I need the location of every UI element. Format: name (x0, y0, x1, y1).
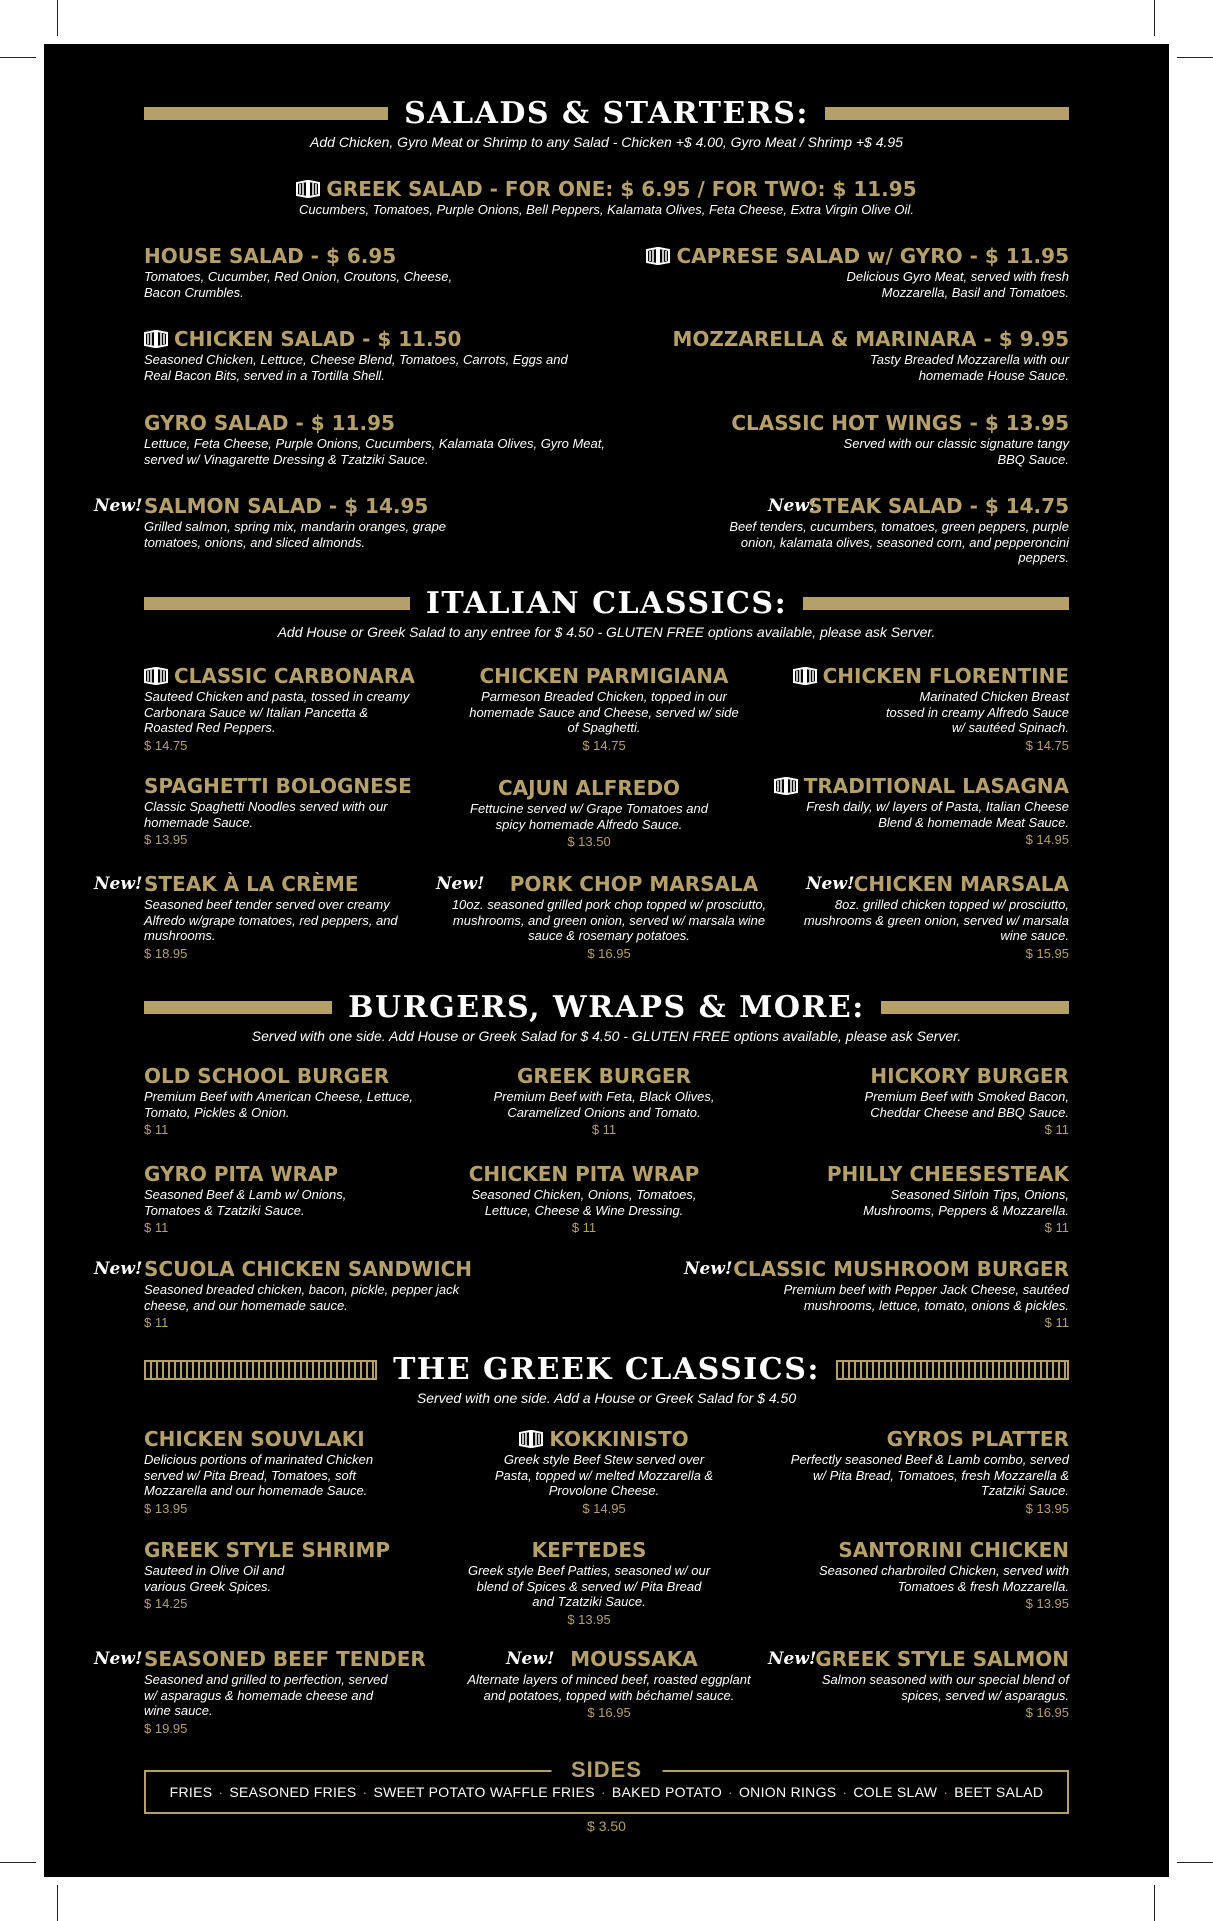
header-rule (144, 107, 388, 120)
side-item: SWEET POTATO WAFFLE FRIES (373, 1784, 595, 1800)
header-rule (144, 597, 410, 610)
menu-item-keftedes (439, 1538, 739, 1627)
item-description: Premium Beef with Smoked Bacon, Cheddar Cheese and BBQ Sauce. (864, 1089, 1069, 1120)
salads-note: Add Chicken, Gyro Meat or Shrimp to any Salad - Chicken +$ 4.00, Gyro Meat / Shrimp +$ 4.95 (310, 134, 903, 150)
new-badge: New! (506, 1649, 555, 1669)
menu-item-chicken-marsala (769, 872, 1069, 961)
menu-item-mozzarella-marinara (669, 327, 1069, 383)
menu-item-lasagna (749, 774, 1069, 847)
item-description: Seasoned Beef & Lamb w/ Onions, Tomatoes & Tzatziki Sauce. (144, 1187, 347, 1218)
side-item: SEASONED FRIES (229, 1784, 357, 1800)
item-description: 10oz. seasoned grilled pork chop topped w/ prosciutto, mushrooms, and green onion, served w/ marsala wine sauce & rosemary potatoes. (451, 897, 767, 943)
item-title: CHICKEN SALAD - $ 11.50 (174, 327, 462, 351)
item-title: HICKORY BURGER (870, 1064, 1069, 1088)
item-description: Parmeson Breaded Chicken, topped in our homemade Sauce and Cheese, served w/ side of Spaghetti. (469, 689, 739, 735)
menu-item-greek-shrimp (144, 1538, 444, 1611)
item-title: SPAGHETTI BOLOGNESE (144, 774, 412, 798)
item-price: $ 19.95 (144, 1720, 188, 1736)
side-item: BAKED POTATO (611, 1784, 723, 1800)
menu-item-scuola-sandwich (144, 1257, 544, 1330)
menu-item-chicken-pita-wrap (434, 1162, 734, 1235)
item-title: SALMON SALAD - $ 14.95 (144, 494, 429, 518)
crop-mark (0, 1862, 36, 1863)
item-price: $ 16.95 (1025, 1705, 1069, 1720)
item-price: $ 13.95 (144, 1500, 188, 1516)
item-title: CAJUN ALFREDO (497, 776, 681, 800)
item-title: GREEK STYLE SALMON (815, 1647, 1069, 1671)
item-description: Premium Beef with Feta, Black Olives, Caramelized Onions and Tomato. (493, 1089, 715, 1120)
menu-item-house-salad (144, 244, 574, 300)
open-book-icon (144, 667, 168, 685)
menu-item-florentine (769, 664, 1069, 753)
burgers-header (144, 990, 1069, 1025)
item-price: $ 13.50 (567, 834, 611, 849)
item-price: $ 18.95 (144, 945, 188, 961)
item-title: HOUSE SALAD - $ 6.95 (144, 244, 397, 268)
crop-mark (1177, 1862, 1213, 1863)
menu-item-bolognese (144, 774, 444, 847)
item-title: KOKKINISTO (549, 1427, 689, 1451)
item-description: Alternate layers of minced beef, roasted eggplant and potatoes, topped with béchamel sauce. (467, 1672, 751, 1703)
item-price: $ 13.95 (1025, 1500, 1069, 1516)
menu-item-moussaka (459, 1647, 759, 1720)
item-title: STEAK À LA CRÈME (144, 872, 359, 896)
greek-note: Served with one side. Add a House or Greek Salad for $ 4.50 (416, 1390, 797, 1406)
menu-item-philly-cheesesteak (769, 1162, 1069, 1235)
menu-item-souvlaki (144, 1427, 444, 1516)
burgers-heading: BURGERS, WRAPS & MORE: (348, 990, 865, 1025)
item-price: $ 11 (144, 1122, 169, 1137)
salads-header (144, 96, 1069, 131)
italian-heading: ITALIAN CLASSICS: (425, 586, 788, 621)
item-description: Sauteed Chicken and pasta, tossed in creamy Carbonara Sauce w/ Italian Pancetta & Roasted Red Peppers. (144, 689, 410, 735)
menu-item-hot-wings (709, 411, 1069, 467)
new-badge: New! (768, 496, 817, 516)
item-price: $ 14.95 (582, 1500, 626, 1516)
sides-box (144, 1757, 1069, 1834)
item-title: GREEK SALAD - FOR ONE: $ 6.95 / FOR TWO: $ 11.95 (326, 177, 917, 201)
item-description: Seasoned Chicken, Lettuce, Cheese Blend, Tomatoes, Carrots, Eggs and Real Bacon Bits, served in a Tortilla Shell. (144, 352, 568, 383)
menu-item-cajun-alfredo (424, 776, 754, 849)
header-rule (881, 1001, 1069, 1014)
item-title: OLD SCHOOL BURGER (144, 1064, 390, 1088)
item-title: SEASONED BEEF TENDER (144, 1647, 426, 1671)
open-book-icon (646, 247, 670, 265)
menu-item-gyros-platter (769, 1427, 1069, 1516)
header-rule (825, 107, 1069, 120)
item-title: CLASSIC HOT WINGS - $ 13.95 (731, 411, 1069, 435)
open-book-icon (144, 330, 168, 348)
sides-price: $ 3.50 (573, 1818, 640, 1834)
item-title: GYROS PLATTER (886, 1427, 1069, 1451)
header-rule (803, 597, 1069, 610)
item-price: $ 14.75 (582, 737, 626, 753)
item-title: CLASSIC MUSHROOM BURGER (733, 1257, 1069, 1281)
item-title: CHICKEN FLORENTINE (822, 664, 1069, 688)
item-price: $ 16.95 (587, 1705, 631, 1720)
italian-header (144, 586, 1069, 621)
side-item: BEET SALAD (954, 1784, 1044, 1800)
item-description: Sauteed in Olive Oil and various Greek Spices. (144, 1563, 285, 1594)
open-book-icon (793, 667, 817, 685)
side-item: FRIES (169, 1784, 213, 1800)
menu-item-steak-creme (144, 872, 444, 961)
greek-header (144, 1352, 1069, 1387)
item-price: $ 11 (1044, 1220, 1069, 1235)
item-price: $ 11 (144, 1315, 169, 1330)
sides-heading: SIDES (551, 1757, 662, 1783)
item-description: Lettuce, Feta Cheese, Purple Onions, Cucumbers, Kalamata Olives, Gyro Meat, served w/ Vinagarette Dressing & Tzatziki Sauce. (144, 436, 605, 467)
item-price: $ 11 (591, 1122, 617, 1137)
item-title: TRADITIONAL LASAGNA (803, 774, 1069, 798)
menu-item-carbonara (144, 664, 444, 753)
crop-mark (0, 57, 36, 58)
item-title: CHICKEN SOUVLAKI (144, 1427, 365, 1451)
item-description: Premium beef with Pepper Jack Cheese, sautéed mushrooms, lettuce, tomato, onions & pickles. (783, 1282, 1069, 1313)
new-badge: New! (94, 1259, 143, 1279)
menu-item-chicken-salad (144, 327, 604, 383)
item-title: MOUSSAKA (570, 1647, 698, 1671)
item-title: GYRO PITA WRAP (144, 1162, 339, 1186)
italian-note: Add House or Greek Salad to any entree for $ 4.50 - GLUTEN FREE options available, please ask Server. (277, 624, 936, 640)
item-price: $ 14.25 (144, 1596, 188, 1611)
new-badge: New! (94, 496, 143, 516)
menu-item-greek-salmon (769, 1647, 1069, 1720)
item-description: Fresh daily, w/ layers of Pasta, Italian Cheese Blend & homemade Meat Sauce. (806, 799, 1069, 830)
item-description: Beef tenders, cucumbers, tomatoes, green peppers, purple onion, kalamata olives, seasoned corn, and pepperoncini peppers. (729, 519, 1069, 565)
menu-page (44, 44, 1169, 1877)
item-description: Seasoned Chicken, Onions, Tomatoes, Lettuce, Cheese & Wine Dressing. (471, 1187, 697, 1218)
menu-item-steak-salad (669, 494, 1069, 566)
menu-item-santorini-chicken (769, 1538, 1069, 1611)
item-description: Cucumbers, Tomatoes, Purple Onions, Bell Peppers, Kalamata Olives, Feta Cheese, Extra Virgin Olive Oil. (299, 202, 914, 217)
menu-item-beef-tender (144, 1647, 444, 1736)
item-description: Tasty Breaded Mozzarella with our homemade House Sauce. (870, 352, 1069, 383)
item-title: GREEK STYLE SHRIMP (144, 1538, 391, 1562)
menu-item-mushroom-burger (669, 1257, 1069, 1330)
item-title: GYRO SALAD - $ 11.95 (144, 411, 395, 435)
menu-item-kokkinisto (449, 1427, 759, 1516)
item-title: CHICKEN PARMIGIANA (479, 664, 729, 688)
open-book-icon (519, 1430, 543, 1448)
item-title: STEAK SALAD - $ 14.75 (808, 494, 1069, 518)
item-description: Delicious portions of marinated Chicken served w/ Pita Bread, Tomatoes, soft Mozzarella and our homemade Sauce. (144, 1452, 374, 1498)
menu-item-pork-chop (439, 872, 779, 961)
salads-heading: SALADS & STARTERS: (404, 96, 809, 131)
item-title: SCUOLA CHICKEN SANDWICH (144, 1257, 473, 1281)
menu-item-gyro-salad (144, 411, 644, 467)
side-item: ONION RINGS (738, 1784, 837, 1800)
item-description: Salmon seasoned with our special blend of spices, served w/ asparagus. (821, 1672, 1069, 1703)
open-book-icon (296, 180, 320, 198)
item-description: Seasoned and grilled to perfection, served w/ asparagus & homemade cheese and wine sauce. (144, 1672, 388, 1718)
sides-list: FRIES · SEASONED FRIES · SWEET POTATO WAFFLE FRIES · BAKED POTATO · ONION RINGS · COLE SLAW · BEET SALAD (169, 1784, 1044, 1800)
item-price: $ 11 (571, 1220, 597, 1235)
item-title: CHICKEN MARSALA (853, 872, 1069, 896)
item-description: Grilled salmon, spring mix, mandarin oranges, grape tomatoes, onions, and sliced almonds. (144, 519, 447, 550)
new-badge: New! (684, 1259, 733, 1279)
item-price: $ 14.75 (1025, 737, 1069, 753)
item-title: PHILLY CHEESESTEAK (826, 1162, 1069, 1186)
item-description: Marinated Chicken Breast tossed in creamy Alfredo Sauce w/ sautéed Spinach. (885, 689, 1069, 735)
item-description: Classic Spaghetti Noodles served with our homemade Sauce. (144, 799, 388, 830)
item-title: PORK CHOP MARSALA (509, 872, 759, 896)
menu-item-greek-salad (44, 177, 1169, 218)
item-title: CHICKEN PITA WRAP (468, 1162, 700, 1186)
item-description: Seasoned charbroiled Chicken, served with Tomatoes & fresh Mozzarella. (818, 1563, 1069, 1594)
item-description: Seasoned breaded chicken, bacon, pickle, pepper jack cheese, and our homemade sauce. (144, 1282, 460, 1313)
menu-item-hickory-burger (769, 1064, 1069, 1137)
item-description: Fettucine served w/ Grape Tomatoes and spicy homemade Alfredo Sauce. (470, 801, 708, 832)
menu-item-caprese-salad (619, 244, 1069, 300)
new-badge: New! (768, 1649, 817, 1669)
item-description: Served with our classic signature tangy BBQ Sauce. (843, 436, 1069, 467)
item-price: $ 13.95 (1025, 1596, 1069, 1611)
crop-mark (57, 1885, 58, 1921)
item-price: $ 15.95 (1025, 945, 1069, 961)
item-description: Seasoned Sirloin Tips, Onions, Mushrooms, Peppers & Mozzarella. (863, 1187, 1069, 1218)
new-badge: New! (94, 1649, 143, 1669)
item-title: CAPRESE SALAD w/ GYRO - $ 11.95 (676, 244, 1069, 268)
menu-item-greek-burger (449, 1064, 759, 1137)
burgers-note: Served with one side. Add House or Greek Salad for $ 4.50 - GLUTEN FREE options available, please ask Server. (251, 1028, 962, 1044)
item-title: GREEK BURGER (517, 1064, 691, 1088)
item-description: Greek style Beef Patties, seasoned w/ our blend of Spices & served w/ Pita Bread and Tzatziki Sauce. (467, 1563, 711, 1609)
item-description: Seasoned beef tender served over creamy Alfredo w/grape tomatoes, red peppers, and mushrooms. (144, 897, 398, 943)
crop-mark (1154, 0, 1155, 36)
item-price: $ 16.95 (587, 945, 631, 961)
item-description: Delicious Gyro Meat, served with fresh Mozzarella, Basil and Tomatoes. (846, 269, 1069, 300)
item-title: CLASSIC CARBONARA (174, 664, 415, 688)
item-price: $ 14.75 (144, 737, 188, 753)
crop-mark (57, 0, 58, 36)
menu-item-parmigiana (444, 664, 764, 753)
crop-mark (1177, 57, 1213, 58)
greek-key-border (836, 1360, 1069, 1380)
new-badge: New! (806, 874, 855, 894)
item-price: $ 11 (1044, 1315, 1069, 1330)
side-item: COLE SLAW (853, 1784, 938, 1800)
menu-item-gyro-pita-wrap (144, 1162, 444, 1235)
greek-key-border (144, 1360, 377, 1380)
item-description: Greek style Beef Stew served over Pasta, topped w/ melted Mozzarella & Provolone Cheese. (494, 1452, 714, 1498)
item-price: $ 14.95 (1025, 832, 1069, 847)
greek-heading: THE GREEK CLASSICS: (393, 1352, 820, 1387)
menu-item-old-school-burger (144, 1064, 444, 1137)
new-badge: New! (436, 874, 485, 894)
item-price: $ 13.95 (567, 1611, 611, 1627)
item-price: $ 13.95 (144, 832, 188, 847)
open-book-icon (774, 777, 798, 795)
menu-item-salmon-salad (144, 494, 544, 550)
item-title: SANTORINI CHICKEN (838, 1538, 1069, 1562)
item-price: $ 11 (144, 1220, 169, 1235)
crop-mark (1154, 1885, 1155, 1921)
item-price: $ 11 (1044, 1122, 1069, 1137)
item-description: Perfectly seasoned Beef & Lamb combo, served w/ Pita Bread, Tomatoes, fresh Mozzarella & Tzatziki Sauce. (790, 1452, 1069, 1498)
new-badge: New! (94, 874, 143, 894)
header-rule (144, 1001, 332, 1014)
item-description: Premium Beef with American Cheese, Lettuce, Tomato, Pickles & Onion. (144, 1089, 414, 1120)
item-title: KEFTEDES (531, 1538, 647, 1562)
item-description: 8oz. grilled chicken topped w/ prosciutto, mushrooms & green onion, served w/ marsala wine sauce. (803, 897, 1069, 943)
item-title: MOZZARELLA & MARINARA - $ 9.95 (672, 327, 1069, 351)
item-description: Tomatoes, Cucumber, Red Onion, Croutons, Cheese, Bacon Crumbles. (144, 269, 453, 300)
